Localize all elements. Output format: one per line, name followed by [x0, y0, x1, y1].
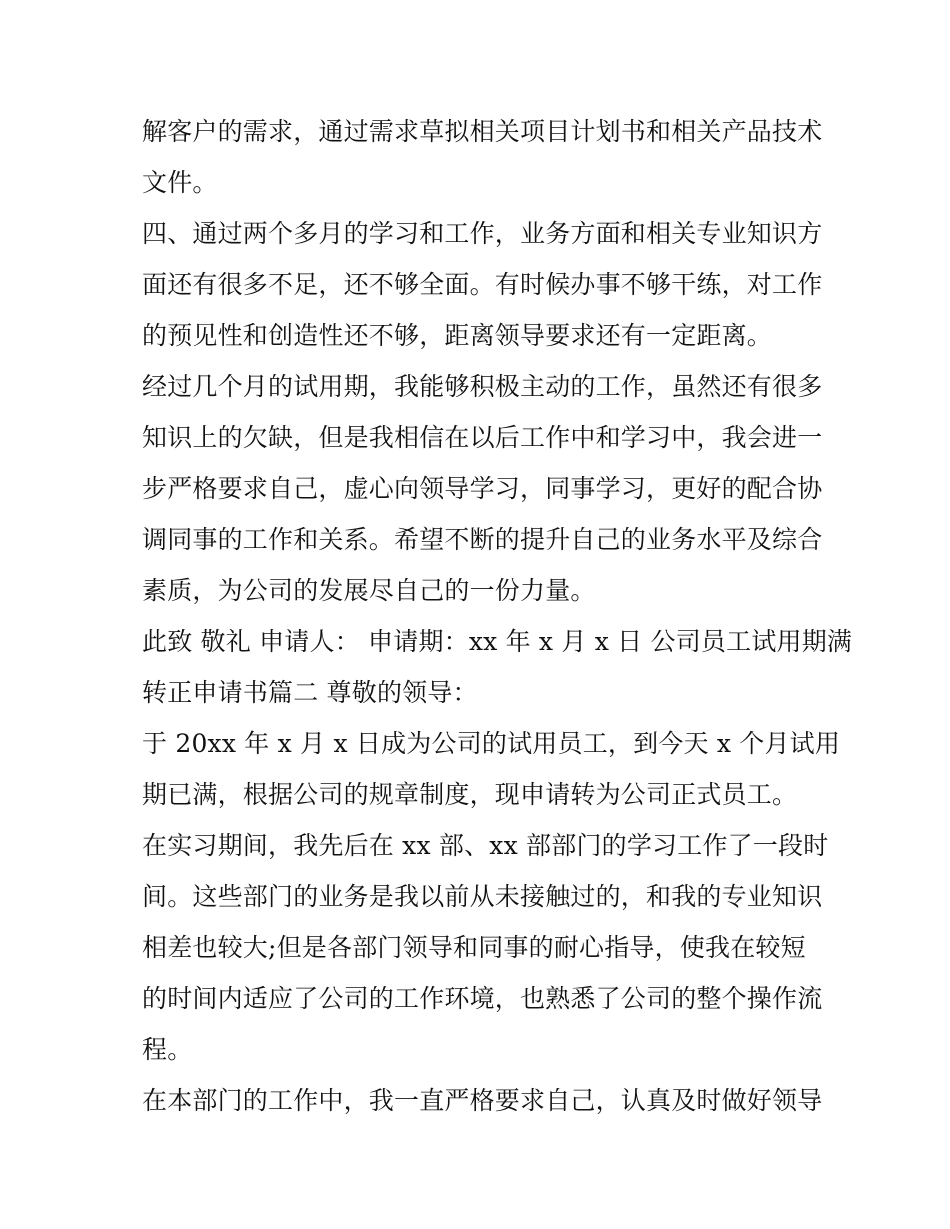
paragraph-client-needs [142, 106, 823, 208]
paragraph-closing-and-title [142, 616, 853, 718]
paragraph-internship [142, 820, 829, 1075]
text-line: 的时间内适应了公司的工作环境，也熟悉了公司的整个操作流 [142, 984, 823, 1013]
text-line: 素质，为公司的发展尽自己的一份力量。 [142, 576, 596, 605]
text-line: 在实习期间，我先后在 xx 部、xx 部部门的学习工作了一段时 [142, 831, 829, 860]
document-body [142, 106, 853, 1126]
paragraph-probation-summary [142, 361, 823, 616]
text-line: 调同事的工作和关系。希望不断的提升自己的业务水平及综合 [142, 525, 823, 554]
text-line: 经过几个月的试用期，我能够积极主动的工作，虽然还有很多 [142, 372, 823, 401]
text-line: 面还有很多不足，还不够全面。有时候办事不够干练，对工作 [142, 270, 823, 299]
text-line: 此致 敬礼 申请人： 申请期：xx 年 x 月 x 日 公司员工试用期满 [142, 627, 853, 656]
text-line: 步严格要求自己，虚心向领导学习，同事学习，更好的配合协 [142, 474, 823, 503]
text-line: 解客户的需求，通过需求草拟相关项目计划书和相关产品技术 [142, 117, 823, 146]
paragraph-application-intro [142, 718, 841, 820]
text-line: 期已满，根据公司的规章制度，现申请转为公司正式员工。 [142, 780, 798, 809]
text-line: 四、通过两个多月的学习和工作，业务方面和相关专业知识方 [142, 219, 823, 248]
paragraph-department-work [142, 1075, 823, 1126]
text-line: 知识上的欠缺，但是我相信在以后工作中和学习中，我会进一 [142, 423, 823, 452]
paragraph-shortcomings [142, 208, 823, 361]
text-line: 转正申请书篇二 尊敬的领导： [142, 678, 478, 707]
text-line: 于 20xx 年 x 月 x 日成为公司的试用员工，到今天 x 个月试用 [142, 729, 841, 758]
text-line: 在本部门的工作中，我一直严格要求自己，认真及时做好领导 [142, 1086, 823, 1115]
text-line: 文件。 [142, 168, 218, 197]
text-line: 程。 [142, 1035, 193, 1064]
text-line: 的预见性和创造性还不够，距离领导要求还有一定距离。 [142, 321, 773, 350]
text-line: 间。这些部门的业务是我以前从未接触过的，和我的专业知识 [142, 882, 823, 911]
text-line: 相差也较大;但是各部门领导和同事的耐心指导，使我在较短 [142, 933, 806, 962]
